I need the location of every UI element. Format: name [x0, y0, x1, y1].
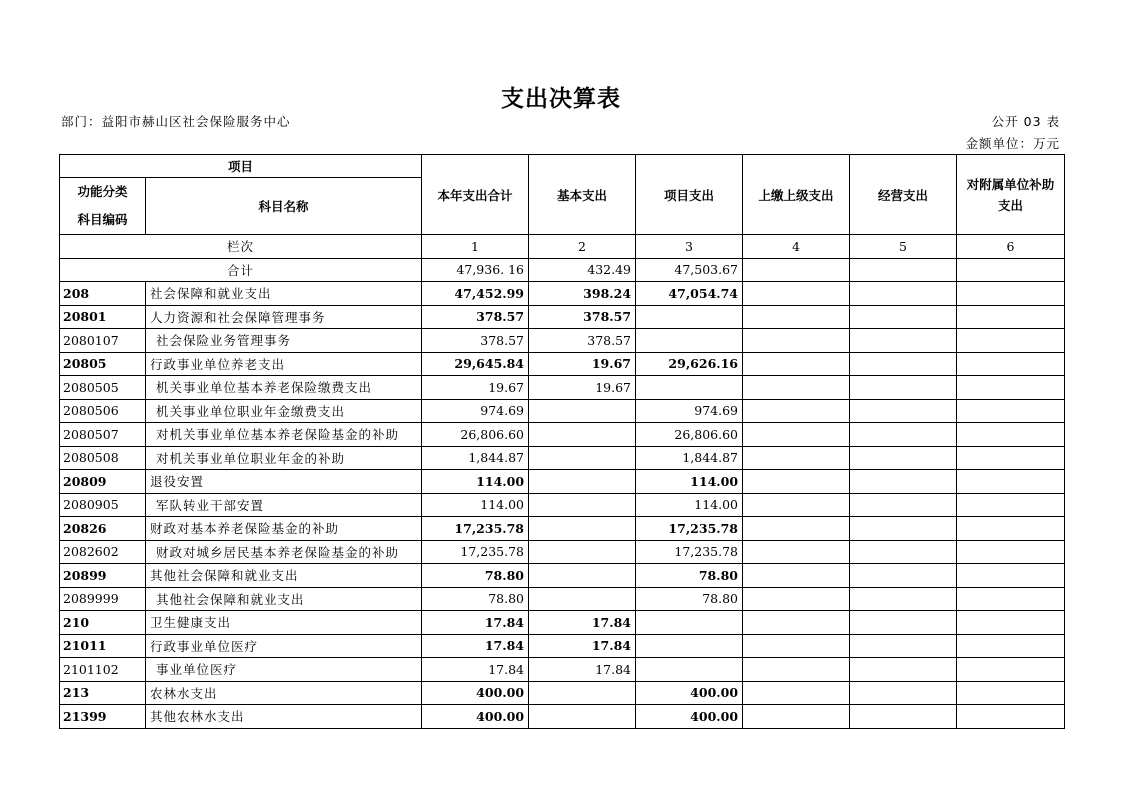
row-total: 17,235.78	[422, 540, 529, 564]
row-business	[850, 446, 957, 470]
header-basic: 基本支出	[529, 155, 636, 235]
row-business	[850, 681, 957, 705]
row-name: 财政对基本养老保险基金的补助	[146, 517, 422, 541]
row-business	[850, 611, 957, 635]
row-total: 17.84	[422, 634, 529, 658]
table-row	[60, 587, 1065, 611]
row-code: 213	[60, 681, 146, 705]
row-code: 21399	[60, 705, 146, 729]
amount-unit: 金额单位：万元	[965, 136, 1060, 151]
row-code: 20809	[60, 470, 146, 494]
row-upper	[743, 423, 850, 447]
row-basic: 19.67	[529, 376, 636, 400]
header-item: 项目	[60, 155, 422, 178]
row-business	[850, 540, 957, 564]
row-subsidy	[957, 493, 1065, 517]
row-project: 17,235.78	[636, 540, 743, 564]
row-basic	[529, 587, 636, 611]
row-business	[850, 352, 957, 376]
row-subsidy	[957, 352, 1065, 376]
row-project: 974.69	[636, 399, 743, 423]
colnum-2: 2	[529, 235, 636, 259]
row-subsidy	[957, 658, 1065, 682]
table-row	[60, 399, 1065, 423]
colnum-5: 5	[850, 235, 957, 259]
row-upper	[743, 611, 850, 635]
row-code: 2080905	[60, 493, 146, 517]
row-total: 29,645.84	[422, 352, 529, 376]
row-name: 军队转业干部安置	[146, 493, 422, 517]
row-upper	[743, 587, 850, 611]
row-business	[850, 705, 957, 729]
expenditure-table	[59, 154, 1065, 729]
row-upper	[743, 376, 850, 400]
row-subsidy	[957, 634, 1065, 658]
row-project	[636, 305, 743, 329]
department-label: 部门：益阳市赫山区社会保险服务中心	[61, 114, 291, 129]
row-total: 17,235.78	[422, 517, 529, 541]
table-row	[60, 282, 1065, 306]
row-project: 114.00	[636, 493, 743, 517]
sum-upper	[743, 258, 850, 282]
row-name: 卫生健康支出	[146, 611, 422, 635]
row-project: 78.80	[636, 564, 743, 588]
row-name: 财政对城乡居民基本养老保险基金的补助	[146, 540, 422, 564]
row-code: 2089999	[60, 587, 146, 611]
form-number: 公开 03 表	[991, 114, 1060, 129]
row-total: 974.69	[422, 399, 529, 423]
row-subsidy	[957, 423, 1065, 447]
table-row	[60, 611, 1065, 635]
row-upper	[743, 282, 850, 306]
row-project: 1,844.87	[636, 446, 743, 470]
row-upper	[743, 517, 850, 541]
row-business	[850, 305, 957, 329]
sum-row	[60, 258, 1065, 282]
row-business	[850, 587, 957, 611]
row-basic	[529, 681, 636, 705]
table-row	[60, 446, 1065, 470]
row-business	[850, 634, 957, 658]
row-business	[850, 376, 957, 400]
row-project: 29,626.16	[636, 352, 743, 376]
row-subsidy	[957, 399, 1065, 423]
row-total: 114.00	[422, 493, 529, 517]
colnum-6: 6	[957, 235, 1065, 259]
row-subsidy	[957, 470, 1065, 494]
row-upper	[743, 540, 850, 564]
row-total: 19.67	[422, 376, 529, 400]
row-basic: 17.84	[529, 658, 636, 682]
row-total: 378.57	[422, 305, 529, 329]
row-upper	[743, 658, 850, 682]
row-upper	[743, 329, 850, 353]
row-total: 400.00	[422, 681, 529, 705]
sum-basic: 432.49	[529, 258, 636, 282]
row-basic: 378.57	[529, 329, 636, 353]
sum-label: 合计	[60, 258, 422, 282]
row-business	[850, 470, 957, 494]
row-basic	[529, 446, 636, 470]
header-business: 经营支出	[850, 155, 957, 235]
header-total: 本年支出合计	[422, 155, 529, 235]
row-basic: 19.67	[529, 352, 636, 376]
row-subsidy	[957, 587, 1065, 611]
row-total: 17.84	[422, 611, 529, 635]
row-name: 人力资源和社会保障管理事务	[146, 305, 422, 329]
colnum-label: 栏次	[60, 235, 422, 259]
row-name: 对机关事业单位基本养老保险基金的补助	[146, 423, 422, 447]
row-subsidy	[957, 564, 1065, 588]
row-code: 2080508	[60, 446, 146, 470]
row-subsidy	[957, 376, 1065, 400]
row-name: 行政事业单位养老支出	[146, 352, 422, 376]
table-row	[60, 329, 1065, 353]
row-project: 26,806.60	[636, 423, 743, 447]
row-name: 其他农林水支出	[146, 705, 422, 729]
row-total: 17.84	[422, 658, 529, 682]
row-basic	[529, 423, 636, 447]
row-subsidy	[957, 517, 1065, 541]
row-project: 78.80	[636, 587, 743, 611]
row-code: 208	[60, 282, 146, 306]
row-upper	[743, 305, 850, 329]
row-total: 78.80	[422, 587, 529, 611]
page-title: 支出决算表	[501, 86, 621, 112]
header-func-code-line2: 科目编码	[77, 212, 128, 227]
row-basic: 378.57	[529, 305, 636, 329]
row-basic	[529, 540, 636, 564]
row-code: 2082602	[60, 540, 146, 564]
row-total: 1,844.87	[422, 446, 529, 470]
row-business	[850, 399, 957, 423]
row-basic	[529, 493, 636, 517]
row-code: 21011	[60, 634, 146, 658]
row-basic	[529, 517, 636, 541]
row-name: 退役安置	[146, 470, 422, 494]
colnum-1: 1	[422, 235, 529, 259]
header-func-code-line1: 功能分类	[77, 184, 128, 199]
table-row	[60, 705, 1065, 729]
header-subsidy	[957, 155, 1065, 235]
row-subsidy	[957, 611, 1065, 635]
table-row	[60, 352, 1065, 376]
row-basic: 17.84	[529, 634, 636, 658]
row-code: 20805	[60, 352, 146, 376]
row-code: 2080507	[60, 423, 146, 447]
row-name: 其他社会保障和就业支出	[146, 564, 422, 588]
row-total: 400.00	[422, 705, 529, 729]
row-basic	[529, 470, 636, 494]
row-name: 机关事业单位基本养老保险缴费支出	[146, 376, 422, 400]
row-upper	[743, 352, 850, 376]
table-row	[60, 564, 1065, 588]
row-total: 378.57	[422, 329, 529, 353]
row-project: 400.00	[636, 705, 743, 729]
row-upper	[743, 681, 850, 705]
sum-project: 47,503.67	[636, 258, 743, 282]
table-row	[60, 493, 1065, 517]
row-code: 210	[60, 611, 146, 635]
row-subsidy	[957, 305, 1065, 329]
row-project	[636, 611, 743, 635]
table-row	[60, 540, 1065, 564]
table-row	[60, 634, 1065, 658]
row-business	[850, 658, 957, 682]
table-row	[60, 658, 1065, 682]
row-name: 对机关事业单位职业年金的补助	[146, 446, 422, 470]
row-subsidy	[957, 540, 1065, 564]
row-project	[636, 329, 743, 353]
colnum-4: 4	[743, 235, 850, 259]
row-code: 20899	[60, 564, 146, 588]
colnum-3: 3	[636, 235, 743, 259]
row-total: 114.00	[422, 470, 529, 494]
row-project	[636, 376, 743, 400]
row-total: 47,452.99	[422, 282, 529, 306]
row-project: 400.00	[636, 681, 743, 705]
sum-total: 47,936. 16	[422, 258, 529, 282]
row-business	[850, 564, 957, 588]
row-upper	[743, 564, 850, 588]
row-business	[850, 423, 957, 447]
table-row	[60, 681, 1065, 705]
table-row	[60, 305, 1065, 329]
row-name: 事业单位医疗	[146, 658, 422, 682]
row-subsidy	[957, 681, 1065, 705]
header-subsidy-text: 对附属单位补助支出	[966, 176, 1055, 213]
row-name: 社会保障和就业支出	[146, 282, 422, 306]
row-total: 78.80	[422, 564, 529, 588]
row-name: 农林水支出	[146, 681, 422, 705]
row-basic: 398.24	[529, 282, 636, 306]
table-row	[60, 517, 1065, 541]
header-func-code	[60, 178, 146, 235]
sum-business	[850, 258, 957, 282]
row-basic	[529, 399, 636, 423]
row-name: 其他社会保障和就业支出	[146, 587, 422, 611]
row-upper	[743, 705, 850, 729]
table-row	[60, 470, 1065, 494]
row-basic	[529, 705, 636, 729]
row-name: 机关事业单位职业年金缴费支出	[146, 399, 422, 423]
header-subject-name: 科目名称	[146, 178, 422, 235]
row-code: 2101102	[60, 658, 146, 682]
row-subsidy	[957, 329, 1065, 353]
sum-subsidy	[957, 258, 1065, 282]
table-row	[60, 376, 1065, 400]
header-upper: 上缴上级支出	[743, 155, 850, 235]
row-project	[636, 658, 743, 682]
row-project: 47,054.74	[636, 282, 743, 306]
row-code: 2080107	[60, 329, 146, 353]
row-project: 114.00	[636, 470, 743, 494]
row-upper	[743, 470, 850, 494]
row-business	[850, 493, 957, 517]
row-code: 2080505	[60, 376, 146, 400]
header-project: 项目支出	[636, 155, 743, 235]
row-code: 2080506	[60, 399, 146, 423]
column-number-row	[60, 235, 1065, 259]
row-project	[636, 634, 743, 658]
row-basic	[529, 564, 636, 588]
row-business	[850, 329, 957, 353]
row-upper	[743, 399, 850, 423]
row-subsidy	[957, 282, 1065, 306]
row-code: 20801	[60, 305, 146, 329]
table-row	[60, 423, 1065, 447]
row-business	[850, 517, 957, 541]
row-basic: 17.84	[529, 611, 636, 635]
row-subsidy	[957, 446, 1065, 470]
row-business	[850, 282, 957, 306]
row-subsidy	[957, 705, 1065, 729]
row-code: 20826	[60, 517, 146, 541]
row-project: 17,235.78	[636, 517, 743, 541]
row-name: 行政事业单位医疗	[146, 634, 422, 658]
row-upper	[743, 446, 850, 470]
row-total: 26,806.60	[422, 423, 529, 447]
row-upper	[743, 634, 850, 658]
row-name: 社会保险业务管理事务	[146, 329, 422, 353]
row-upper	[743, 493, 850, 517]
